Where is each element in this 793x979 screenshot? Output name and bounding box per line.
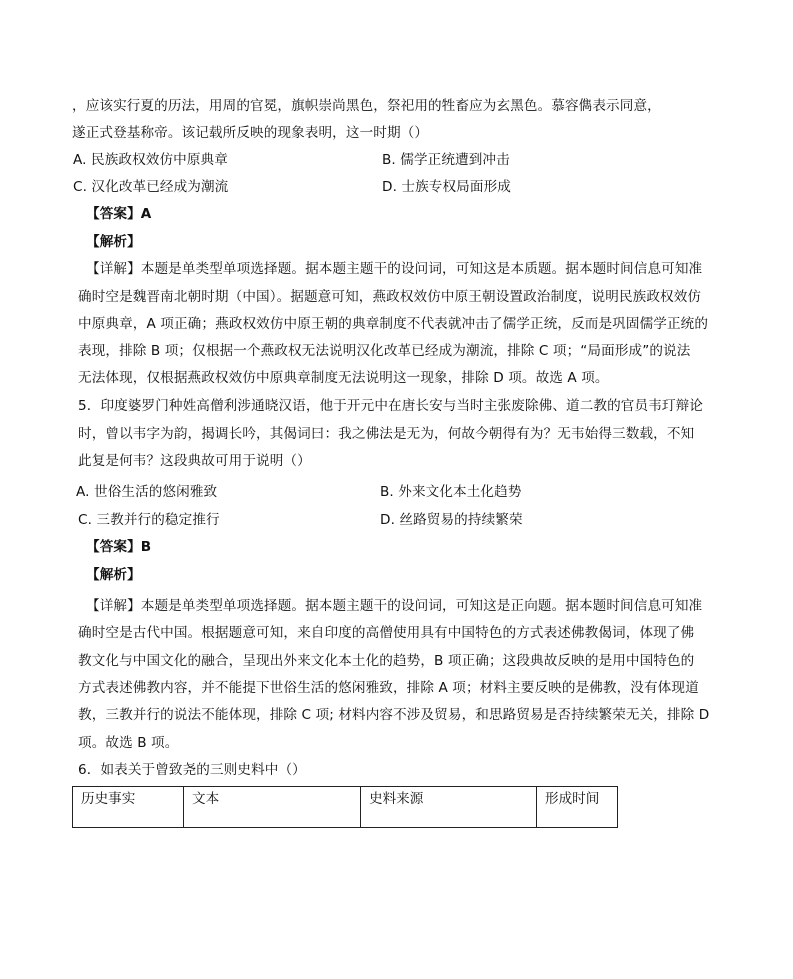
table-header-cell: 形成时间 [537,787,618,828]
source-table [72,786,618,828]
q4-option-b: B. 儒学正统遭到冲击 [382,152,510,168]
question-6-stem: 6．如表关于曾致尧的三则史料中（） [78,762,306,778]
q5-answer: 【答案】B [86,539,152,555]
q5-analysis-label: 【解析】 [86,567,141,583]
table-header-cell: 历史事实 [73,787,184,828]
q5-detail-line-2: 确时空是古代中国。根据题意可知，来自印度的高僧使用具有中国特色的方式表述佛教偈词，体现了佛 [78,625,695,641]
q4-option-c: C. 汉化改革已经成为潮流 [73,179,229,195]
q5-detail-line-6: 项。故选 B 项。 [78,735,179,751]
q4-option-a: A. 民族政权效仿中原典章 [73,152,228,168]
table-header-cell: 史料来源 [361,787,537,828]
q5-option-c: C. 三教并行的稳定推行 [78,512,220,528]
q4-analysis-label: 【解析】 [86,234,141,250]
q5-option-a: A. 世俗生活的悠闲雅致 [76,484,218,500]
q5-option-b: B. 外来文化本土化趋势 [380,484,522,500]
question-5-stem-line-3: 此复是何韦？这段典故可用于说明（） [78,453,311,469]
q5-detail-line-5: 教，三教并行的说法不能体现，排除 C 项; 材料内容不涉及贸易，和思路贸易是否持续繁荣无关，排除 D [78,707,710,723]
q4-answer: 【答案】A [86,206,152,222]
question-4-stem-line-2: 遂正式登基称帝。该记载所反映的现象表明，这一时期（） [72,125,429,141]
q4-detail-line-3: 中原典章，A 项正确；燕政权效仿中原王朝的典章制度不代表就冲击了儒学正统，反而是巩固儒学正统的 [78,316,709,332]
question-4-stem-line-1: ，应该实行夏的历法，用周的官冕，旗帜崇尚黑色，祭祀用的牲畜应为玄黑色。慕容儁表示同意， [72,98,661,114]
q5-option-d: D. 丝路贸易的持续繁荣 [380,512,523,528]
q5-detail-line-4: 方式表述佛教内容，并不能提下世俗生活的悠闲雅致，排除 A 项；材料主要反映的是佛教，没有体现道 [78,680,699,696]
q4-detail-line-2: 确时空是魏晋南北朝时期（中国）。据题意可知，燕政权效仿中原王朝设置政治制度，说明民族政权效仿 [78,289,702,305]
q4-detail-line-1: 【详解】本题是单类型单项选择题。据本题主题干的设问词，可知这是本质题。据本题时间信息可知准 [86,261,703,277]
table-header-row [73,787,618,828]
table-header-cell: 文本 [184,787,361,828]
q4-option-d: D. 士族专权局面形成 [382,179,511,195]
question-5-stem-line-2: 时，曾以韦字为韵，揭调长吟，其偈词曰：我之佛法是无为，何故今朝得有为？无韦始得三数载，不知 [78,426,695,442]
q5-detail-line-1: 【详解】本题是单类型单项选择题。据本题主题干的设问词，可知这是正向题。据本题时间信息可知准 [86,598,703,614]
question-5-stem-line-1: 5．印度婆罗门种姓高僧利涉通晓汉语，他于开元中在唐长安与当时主张废除佛、道二教的官员韦玎辩论 [78,398,703,414]
q4-detail-line-4: 表现，排除 B 项；仅根据一个燕政权无法说明汉化改革已经成为潮流，排除 C 项；“局面形成”的说法 [78,343,691,359]
q5-detail-line-3: 教文化与中国文化的融合，呈现出外来文化本土化的趋势，B 项正确；这段典故反映的是用中国特色的 [78,653,695,669]
q4-detail-line-5: 无法体现，仅根据燕政权效仿中原典章制度无法说明这一现象，排除 D 项。故选 A 项。 [78,370,609,386]
